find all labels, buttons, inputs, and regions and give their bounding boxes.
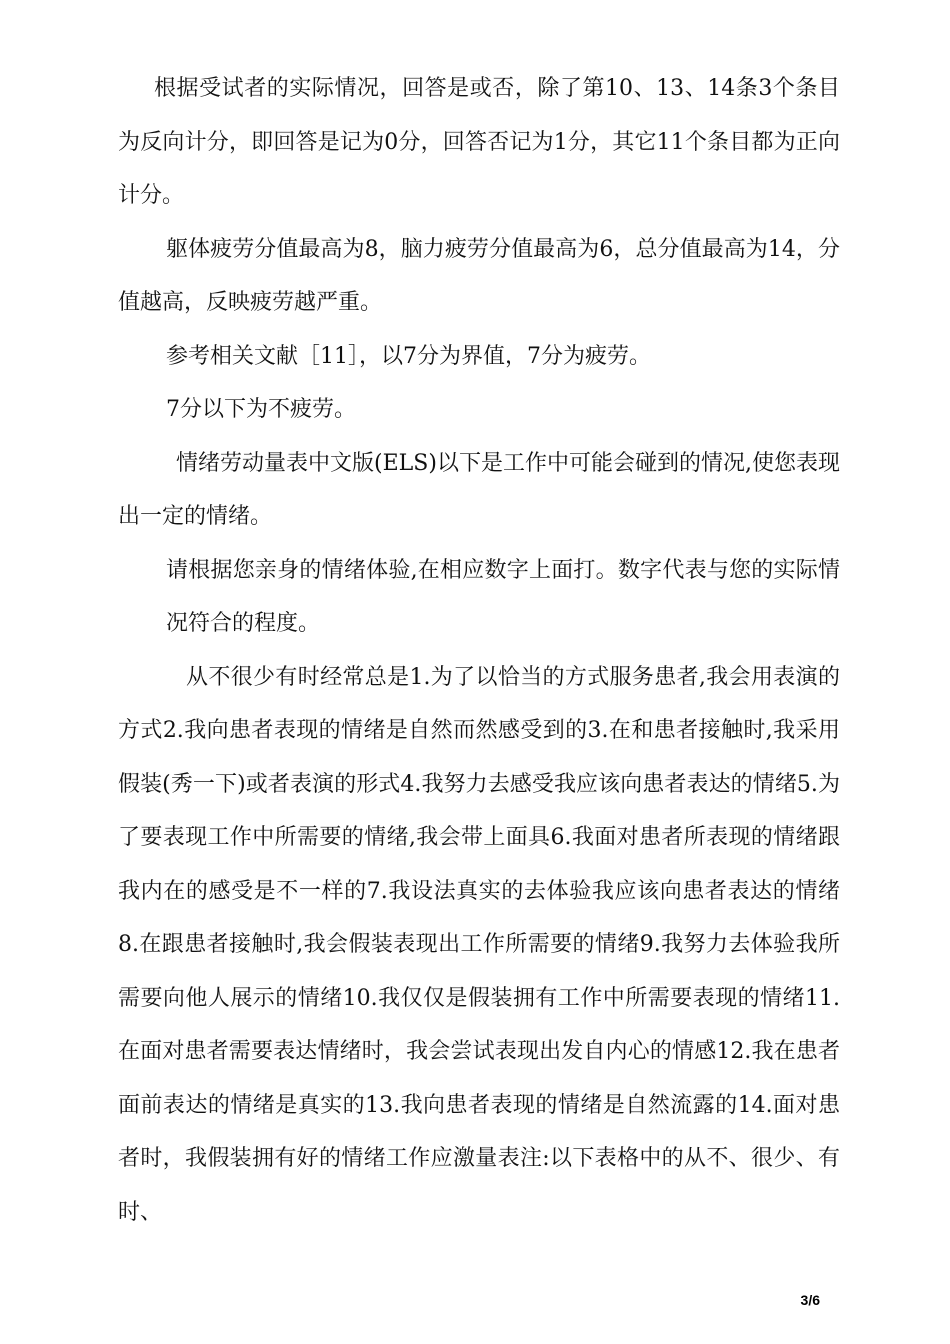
paragraph-threshold: 参考相关文献［11］，以7分为界值，7分为疲劳。	[166, 343, 651, 369]
paragraph-not-fatigued: 7分以下为不疲劳。	[166, 397, 356, 422]
paragraph-els-items: 从不很少有时经常总是1.为了以恰当的方式服务患者,我会用表演的方式2.我向患者表现的情绪是自然而然感受到的3.在和患者接触时,我采用假装(秀一下)或者表演的形式4.我努力去感受我应该向患者表达的情绪5.为了要表现工作中所需要的情绪,我会带上面具6.我面对患者所表现的情绪跟我内在的感受是不一样的7.我设法真实的去体验我应该向患者表达的情绪8.在跟患者接触时,我会假装表现出工作所需要的情绪9.我努力去体验我所需要向他人展示的情绪10.我仅仅是假装拥有工作中所需要表现的情绪11.在面对患者需要表达情绪时，我会尝试表现出发自内心的情感12.我在患者面前表达的情绪是真实的13.我向患者表现的情绪是自然流露的14.面对患者时，我假装拥有好的情绪工作应激量表注:以下表格中的从不、很少、有时、	[118, 664, 840, 1225]
paragraph-els-instructions: 请根据您亲身的情绪体验,在相应数字上面打。数字代表与您的实际情况符合的程度。	[166, 557, 840, 636]
paragraph-scoring-rules: 根据受试者的实际情况，回答是或否，除了第10、13、14条3个条目为反向计分，即回答是记为0分，回答否记为1分，其它11个条目都为正向计分。	[118, 76, 840, 208]
paragraph-els-intro: 情绪劳动量表中文版(ELS)以下是工作中可能会碰到的情况,使您表现出一定的情绪。	[118, 450, 840, 529]
document-page	[118, 62, 840, 1239]
paragraph-score-range: 躯体疲劳分值最高为8，脑力疲劳分值最高为6，总分值最高为14，分值越高，反映疲劳越严重。	[118, 236, 840, 315]
page-number: 3/6	[800, 1292, 820, 1308]
